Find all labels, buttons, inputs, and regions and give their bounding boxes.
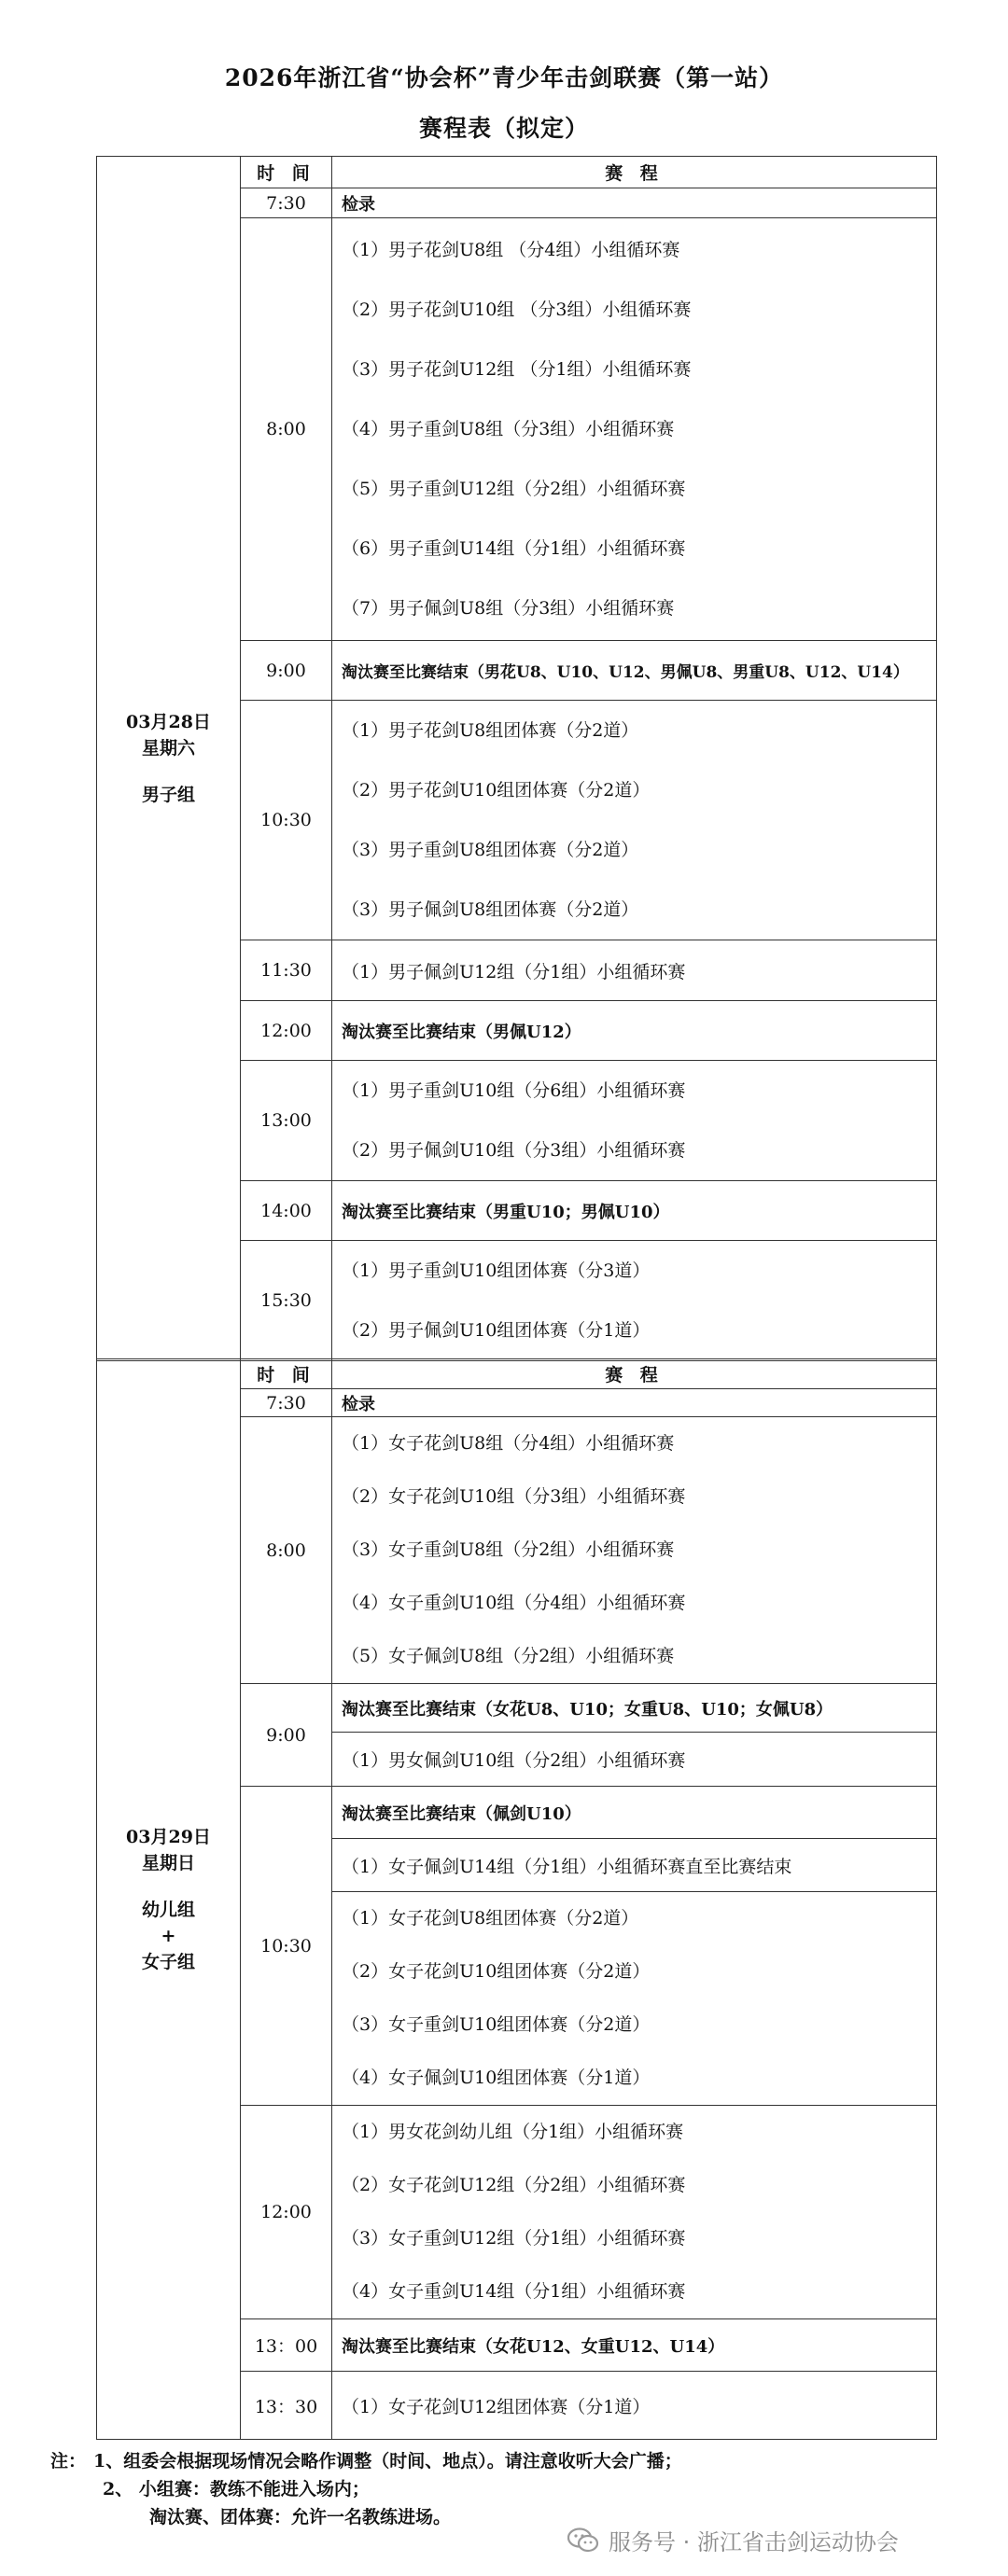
event-item: （1）男子佩剑U12组（分1组）小组循环赛: [332, 940, 937, 1001]
slot-time: 10:30: [241, 701, 332, 940]
watermark: [567, 2524, 899, 2556]
event-item: （2）男子佩剑U10组团体赛（分1道）: [342, 1320, 651, 1341]
event-item: （4）女子重剑U10组（分4组）小组循环赛: [342, 1593, 686, 1613]
event-item: 淘汰赛至比赛结束（女花U8、U10；女重U8、U10；女佩U8）: [332, 1684, 937, 1733]
event-item: （2）男子花剑U10组团体赛（分2道）: [342, 780, 651, 801]
event-item: （7）男子佩剑U8组（分3组）小组循环赛: [342, 598, 675, 619]
slot-time: 10:30: [241, 1787, 332, 2106]
slot-time: 12:00: [241, 2106, 332, 2319]
slot-time: 7:30: [241, 1389, 332, 1417]
day2-group-b: 女子组: [141, 1951, 195, 1972]
event-item: （1）男子花剑U8组 （分4组）小组循环赛: [342, 240, 680, 260]
event-item: 淘汰赛至比赛结束（佩剑U10）: [332, 1787, 937, 1839]
event-item: （5）女子佩剑U8组（分2组）小组循环赛: [342, 1646, 675, 1666]
slot-time: 9:00: [241, 1684, 332, 1787]
event-item: （3）男子佩剑U8组团体赛（分2道）: [342, 899, 639, 920]
event-item: （3）男子花剑U12组 （分1组）小组循环赛: [342, 359, 692, 380]
day2-plus: +: [161, 1925, 176, 1946]
notes-label: 注：: [50, 2451, 87, 2472]
event-item: （4）女子佩剑U10组团体赛（分1道）: [342, 2068, 651, 2088]
event-header: 赛 程: [332, 1359, 937, 1389]
event-item: （1）女子花剑U8组（分4组）小组循环赛: [342, 1433, 675, 1454]
day2-date: 03月29日: [126, 1826, 211, 1847]
event-item: 检录: [332, 1389, 937, 1417]
event-item: （2）女子花剑U10组团体赛（分2道）: [342, 1961, 651, 1982]
slot-time: 9:00: [241, 641, 332, 701]
slot-time: 8:00: [241, 218, 332, 641]
schedule-table-day2: [96, 1358, 937, 2440]
slot-time: 7:30: [241, 188, 332, 218]
page-title: 2026年浙江省“协会杯”青少年击剑联赛（第一站）: [224, 64, 784, 91]
event-item: （4）男子重剑U8组（分3组）小组循环赛: [342, 419, 675, 439]
slot-time: 13：30: [241, 2372, 332, 2440]
event-item: （2）女子花剑U12组（分2组）小组循环赛: [342, 2175, 686, 2195]
event-cell: [332, 1061, 937, 1181]
event-item: （5）男子重剑U12组（分2组）小组循环赛: [342, 479, 686, 499]
slot-time: 13:00: [241, 1061, 332, 1181]
slot-time: 15:30: [241, 1241, 332, 1361]
day2-cell: [97, 1359, 241, 2440]
event-cell: [332, 1417, 937, 1684]
event-header: 赛 程: [332, 157, 937, 188]
event-item: （1）男子重剑U10组（分6组）小组循环赛: [342, 1080, 686, 1101]
event-item: （1）女子花剑U8组团体赛（分2道）: [342, 1908, 639, 1929]
event-item: （1）女子佩剑U14组（分1组）小组循环赛直至比赛结束: [332, 1839, 937, 1892]
wechat-icon: [567, 2527, 599, 2554]
event-item: 检录: [332, 188, 937, 218]
event-item: （1）男子花剑U8组团体赛（分2道）: [342, 720, 639, 741]
page-subtitle: 赛程表（拟定）: [418, 115, 589, 142]
note-1: 1、组委会根据现场情况会略作调整（时间、地点）。请注意收听大会广播；: [93, 2451, 682, 2472]
schedule-table-day1: [96, 156, 937, 1361]
event-cell: [332, 1892, 937, 2106]
time-header: 时 间: [241, 157, 332, 188]
note-2: 2、 小组赛：教练不能进入场内；: [103, 2479, 370, 2499]
slot-time: 14:00: [241, 1181, 332, 1241]
event-item: （1）女子花剑U12组团体赛（分1道）: [332, 2372, 937, 2440]
day2-weekday: 星期日: [141, 1852, 195, 1873]
watermark-text: 服务号 · 浙江省击剑运动协会: [609, 2529, 899, 2555]
time-header: 时 间: [241, 1359, 332, 1389]
event-item: 淘汰赛至比赛结束（男重U10；男佩U10）: [332, 1181, 937, 1241]
slot-time: 13：00: [241, 2319, 332, 2372]
day2-group-a: 幼儿组: [141, 1899, 195, 1920]
day1-group: 男子组: [141, 785, 195, 805]
event-item: （2）男子花剑U10组 （分3组）小组循环赛: [342, 299, 692, 320]
event-item: （1）男子重剑U10组团体赛（分3道）: [342, 1260, 651, 1281]
slot-time: 8:00: [241, 1417, 332, 1684]
event-item: （2）女子花剑U10组（分3组）小组循环赛: [342, 1486, 686, 1507]
event-cell: [332, 701, 937, 940]
event-item: （4）女子重剑U14组（分1组）小组循环赛: [342, 2281, 686, 2302]
note-3: 淘汰赛、团体赛：允许一名教练进场。: [149, 2507, 452, 2527]
event-cell: [332, 218, 937, 641]
day1-date: 03月28日: [126, 712, 211, 732]
event-item: （6）男子重剑U14组（分1组）小组循环赛: [342, 538, 686, 559]
slot-time: 11:30: [241, 940, 332, 1001]
event-item: （1）男女花剑幼儿组（分1组）小组循环赛: [342, 2122, 684, 2142]
event-item: 淘汰赛至比赛结束（女花U12、女重U12、U14）: [332, 2319, 937, 2372]
day1-weekday: 星期六: [141, 738, 195, 759]
event-item: （1）男女佩剑U10组（分2组）小组循环赛: [332, 1733, 937, 1787]
event-cell: [332, 1241, 937, 1361]
event-item: 淘汰赛至比赛结束（男佩U12）: [332, 1001, 937, 1061]
event-item: （3）男子重剑U8组团体赛（分2道）: [342, 840, 639, 860]
event-item: （3）女子重剑U12组（分1组）小组循环赛: [342, 2228, 686, 2249]
event-item: 淘汰赛至比赛结束（男花U8、U10、U12、男佩U8、男重U8、U12、U14）: [332, 641, 937, 701]
event-cell: [332, 2106, 937, 2319]
day1-cell: [97, 157, 241, 1361]
event-item: （3）女子重剑U10组团体赛（分2道）: [342, 2014, 651, 2035]
event-item: （3）女子重剑U8组（分2组）小组循环赛: [342, 1539, 675, 1560]
slot-time: 12:00: [241, 1001, 332, 1061]
event-item: （2）男子佩剑U10组（分3组）小组循环赛: [342, 1140, 686, 1161]
notes: [50, 2447, 682, 2531]
